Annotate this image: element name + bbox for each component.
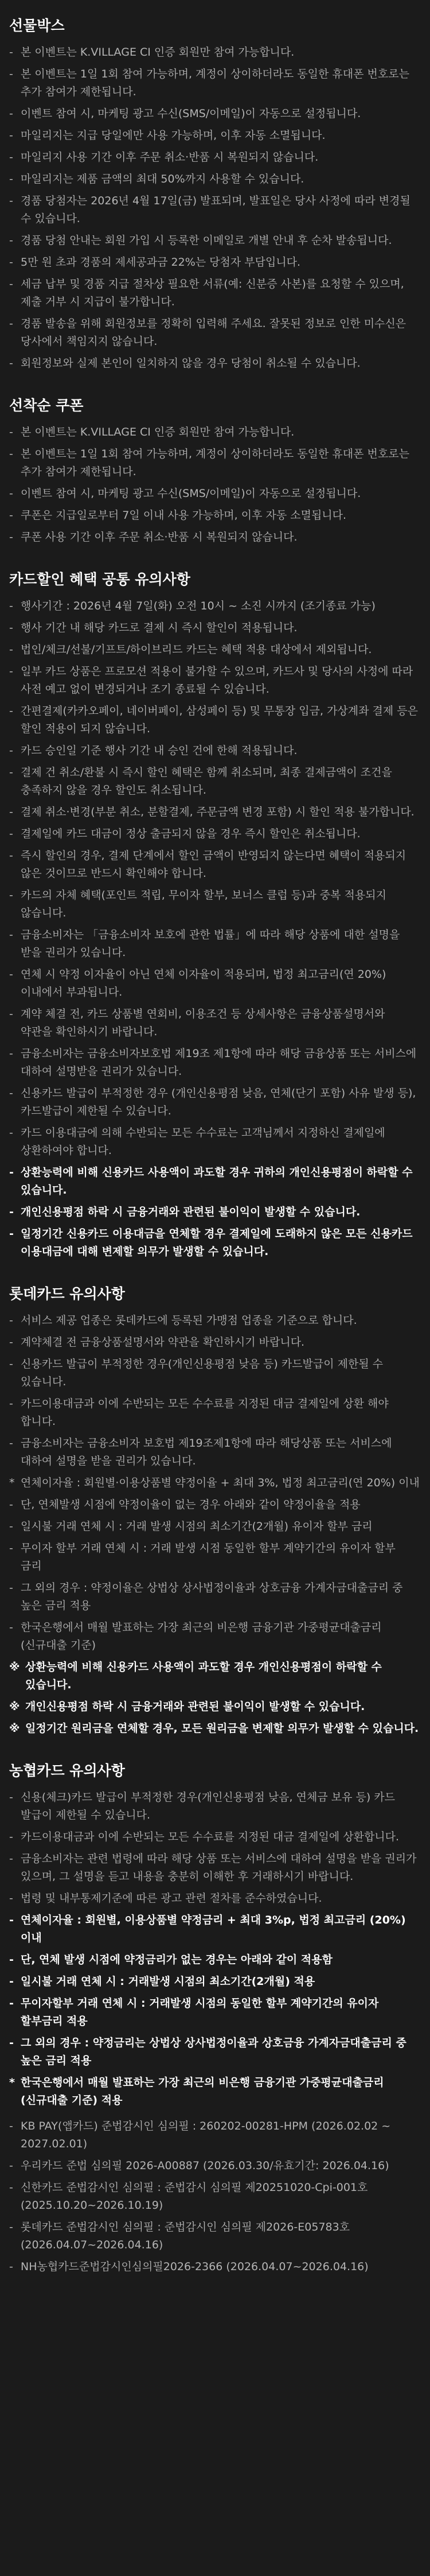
bullet-mark: - [9,2159,13,2172]
bullet-mark: - [9,849,13,862]
notice-item [9,1995,420,2030]
notice-item [9,887,420,922]
notice-item [9,423,420,441]
bullet-mark: - [9,744,13,757]
notice-item [9,2157,420,2175]
bullet-mark: - [9,68,13,80]
notice-item [9,355,420,372]
bullet-mark: - [9,195,13,207]
notice-item [9,127,420,145]
bullet-mark: - [9,107,13,120]
bullet-mark: - [9,1791,13,1804]
bullet-mark: - [9,1206,14,1218]
bullet-mark: * [9,1477,15,1489]
bullet-mark: - [9,600,13,612]
notice-item [9,2179,420,2214]
section-title: 카드할인 혜택 공통 유의사항 [9,571,190,588]
notice-item [9,641,420,659]
bullet-mark: - [9,968,13,981]
notice-item [9,1973,420,1991]
notice-item-text: 한국은행에서 매월 발표하는 가장 최근의 비은행 금융기관 가중평균대출금리(신규대출 기준) [21,1621,382,1652]
bullet-mark: - [9,1336,13,1349]
notice-item [9,1334,420,1351]
notice-item-text: 이벤트 참여 시, 마케팅 광고 수신(SMS/이메일)이 자동으로 설정됩니다. [21,487,361,500]
notice-item-text: KB PAY(앱카드) 준법감시인 심의필 : 260202-00281-HPM (2026.02.02 ~ 2027.02.01) [21,2120,391,2150]
notice-item [9,1164,420,1199]
bullet-mark: - [9,448,13,460]
notice-list [9,44,420,372]
notice-item-text: 그 외의 경우 : 약정금리는 상법상 상사법정이율과 상호금융 가계자금대출금리 중 높은 금리 적용 [21,2037,406,2067]
bullet-mark: - [9,1008,13,1020]
notice-item [9,1850,420,1886]
notice-item [9,847,420,883]
notice-item-text: 신용(체크)카드 발급이 부적정한 경우(개인신용평점 낮음, 연체금 보유 등) 카드 발급이 제한될 수 있습니다. [21,1791,395,1821]
notice-item [9,803,420,821]
notice-item-text: 결제 취소·변경(부분 취소, 분할결제, 주문금액 변경 포함) 시 할인 적용 불가합니다. [21,806,415,818]
notice-item-text: 카드이용대금과 이에 수반되는 모든 수수료를 지정된 대금 결제일에 상환합니다. [21,1831,400,1843]
notice-item-text: 본 이벤트는 K.VILLAGE CI 인증 회원만 참여 가능합니다. [21,426,295,438]
bullet-mark: ※ [9,1722,20,1735]
notice-item [9,764,420,799]
notice-item [9,825,420,843]
bullet-mark: - [9,643,13,656]
bullet-mark: - [9,1437,13,1450]
notice-list [9,1789,420,2276]
bullet-mark: - [9,665,13,678]
notice-item [9,1312,420,1330]
bullet-mark: - [9,621,13,634]
bullet-mark: ※ [9,1661,20,1673]
bullet-mark: - [9,1498,13,1511]
bullet-mark: - [9,889,13,902]
notice-item [9,966,420,1001]
notice-item-text: 개인신용평점 하락 시 금융거래와 관련된 불이익이 발생할 수 있습니다. [25,1700,365,1713]
notice-section [9,550,420,1261]
notice-item-text: 일시불 거래 연체 시 : 거래발생 시점의 최소기간(2개월) 적용 [21,1975,315,1988]
bullet-mark: - [9,2221,13,2233]
bullet-mark: - [9,1975,14,1988]
notice-section [9,1742,420,2276]
bullet-mark: - [9,1542,13,1555]
notice-item [9,1789,420,1824]
notice-item-text: 신한카드 준법감시인 심의필 : 준법감시 심의필 제20251020-Cpi-001호 (2025.10.20~2026.10.19) [21,2181,368,2212]
bullet-mark: - [9,1227,14,1240]
bullet-mark: - [9,2037,14,2049]
notice-item [9,1828,420,1846]
notice-item-text: 쿠폰 사용 기간 이후 주문 취소·반품 시 복원되지 않습니다. [21,531,298,543]
notice-list [9,423,420,546]
notice-item [9,702,420,738]
bullet-mark: - [9,928,13,941]
notice-item [9,663,420,698]
notice-item [9,1518,420,1536]
bullet-mark: - [9,2120,13,2132]
notice-item-text: 금융소비자는 관련 법령에 따라 해당 상품 또는 서비스에 대하여 설명을 받을 권리가 있으며, 그 설명을 듣고 내용을 충분히 이해한 후 거래하시기 바랍니다. [21,1852,417,1883]
notice-item [9,2034,420,2070]
notice-item-text: 본 이벤트는 K.VILLAGE CI 인증 회원만 참여 가능합니다. [21,46,295,59]
notice-item-text: 간편결제(카카오페이, 네이버페이, 삼성페이 등) 및 무통장 입금, 가상계좌 결제 등은 할인 적용이 되지 않습니다. [21,705,418,735]
notice-section [9,376,420,546]
notice-item [9,105,420,123]
notice-item-text: 무이자할부 거래 연체 시 : 거래발생 시점의 동일한 할부 계약기간의 유이자 할부금리 적용 [21,1997,379,2027]
bullet-mark: - [9,1520,13,1533]
notice-item [9,2074,420,2109]
notice-item [9,44,420,61]
notice-item-text: 상환능력에 비해 신용카드 사용액이 과도할 경우 개인신용평점이 하락할 수 있습니다. [25,1661,382,1691]
notice-item-text: 서비스 제공 업종은 롯데카드에 등록된 가맹점 업종을 기준으로 합니다. [21,1314,357,1327]
notice-item [9,1355,420,1391]
notice-item [9,275,420,311]
notice-item-text: 신용카드 발급이 부적정한 경우(개인신용평점 낮음 등) 카드발급이 제한될 수 있습니다. [21,1358,384,1388]
notice-item [9,65,420,101]
notice-item-text: 카드이용대금과 이에 수반되는 모든 수수료를 지정된 대금 결제일에 상환 해야 합니다. [21,1397,389,1428]
section-title: 선물박스 [9,17,65,34]
notice-item [9,1045,420,1081]
notice-item [9,192,420,228]
notice-item [9,254,420,271]
bullet-mark: - [9,1397,13,1410]
bullet-mark: * [9,2076,15,2089]
notice-item [9,1474,420,1492]
notice-item [9,1225,420,1261]
notice-item [9,2258,420,2276]
notice-item-text: 신용카드 발급이 부적정한 경우 (개인신용평점 낮음, 연체(단기 포함) 사유 발생 등), 카드발급이 제한될 수 있습니다. [21,1087,416,1117]
notice-item-text: 법령 및 내부통제기준에 따른 광고 관련 절차를 준수하였습니다. [21,1892,322,1905]
notice-item [9,1124,420,1160]
notice-item-text: 단, 연체발생 시점에 약정이율이 없는 경우 아래와 같이 약정이율을 적용 [21,1498,361,1511]
notice-item-text: 그 외의 경우 : 약정이율은 상법상 상사법정이율과 상호금융 가계자금대출금리 중 높은 금리 적용 [21,1582,403,1612]
notice-item [9,170,420,188]
bullet-mark: - [9,317,13,330]
notice-item-text: 마일리지는 제품 금액의 최대 50%까지 사용할 수 있습니다. [21,173,304,185]
notice-item [9,619,420,637]
notice-section [9,1265,420,1738]
notice-section [9,0,420,372]
section-title: 롯데카드 유의사항 [9,1285,125,1302]
notice-item-text: 연체 시 약정 이자율이 아닌 연체 이자율이 적용되며, 법정 최고금리(연 20%) 이내에서 부과됩니다. [21,968,386,998]
notice-item-text: 본 이벤트는 1일 1회 참여 가능하며, 계정이 상이하더라도 동일한 휴대폰 번호로는 추가 참여가 제한됩니다. [21,68,409,98]
section-title: 선착순 쿠폰 [9,397,84,414]
notice-item [9,315,420,351]
bullet-mark: - [9,1166,14,1179]
notice-item-text: 계약 체결 전, 카드 상품별 연회비, 이용조건 등 상세사항은 금융상품설명서와 약관을 확인하시기 바랍니다. [21,1008,385,1038]
notice-item [9,485,420,503]
section-title: 농협카드 유의사항 [9,1762,125,1779]
bullet-mark: - [9,1831,13,1843]
bullet-mark: ※ [9,1700,20,1713]
notice-item [9,1658,420,1694]
notice-item [9,1579,420,1615]
notice-item [9,1435,420,1470]
notice-item-text: 법인/체크/선불/기프트/하이브리드 카드는 혜택 적용 대상에서 제외됩니다. [21,643,372,656]
notice-item-text: 이벤트 참여 시, 마케팅 광고 수신(SMS/이메일)이 자동으로 설정됩니다. [21,107,361,120]
notice-item-text: 연체이자율 : 회원별, 이용상품별 약정금리 + 최대 3%p, 법정 최고금리 (20%) 이내 [21,1914,406,1944]
bullet-mark: - [9,806,13,818]
bullet-mark: - [9,1852,13,1865]
notice-item-text: 롯데카드 준법감시인 심의필 : 준법감시인 심의필 제2026-E05783호 (2026.04.07~2026.04.16) [21,2221,350,2251]
notice-item-text: 행사 기간 내 해당 카드로 결제 시 즉시 할인이 적용됩니다. [21,621,298,634]
bullet-mark: - [9,151,13,164]
bullet-mark: - [9,531,13,543]
notice-item [9,2117,420,2153]
notice-item-text: 일부 카드 상품은 프로모션 적용이 불가할 수 있으며, 카드사 및 당사의 사정에 따라 사전 예고 없이 변경되거나 조기 종료될 수 있습니다. [21,665,413,696]
bullet-mark: - [9,1358,13,1370]
notice-item-text: 카드 이용대금에 의해 수반되는 모든 수수료는 고객님께서 지정하신 결제일에 상환하여야 합니다. [21,1126,385,1157]
notice-item [9,1951,420,1969]
bullet-mark: - [9,2181,13,2194]
notice-item-text: 본 이벤트는 1일 1회 참여 가능하며, 계정이 상이하더라도 동일한 휴대폰 번호로는 추가 참여가 제한됩니다. [21,448,409,478]
notice-item [9,1203,420,1221]
notice-item-text: 쿠폰은 지급일로부터 7일 이내 사용 가능하며, 이후 자동 소멸됩니다. [21,509,347,522]
notice-item-text: 무이자 할부 거래 연체 시 : 거래 발생 시점 동일한 할부 계약기간의 유이자 할부 금리 [21,1542,396,1572]
bullet-mark: - [9,766,13,779]
notice-item-text: 한국은행에서 매월 발표하는 가장 최근의 비은행 금융기관 가중평균대출금리 (신규대출 기준) 적용 [21,2076,384,2107]
notice-item-text: 우리카드 준법 심의필 2026-A00887 (2026.03.30/유효기간: 2026.04.16) [21,2159,389,2172]
bullet-mark: - [9,278,13,290]
notice-item-text: 5만 원 초과 경품의 제세공과금 22%는 당첨자 부담입니다. [21,256,301,269]
bullet-mark: - [9,1621,13,1634]
notice-item-text: 경품 발송을 위해 회원정보를 정확히 입력해 주세요. 잘못된 정보로 인한 미수신은 당사에서 책임지지 않습니다. [21,317,406,348]
notice-item-text: 마일리지는 지급 당일에만 사용 가능하며, 이후 자동 소멸됩니다. [21,129,326,142]
bullet-mark: - [9,1126,13,1139]
bullet-mark: - [9,1047,13,1060]
notice-item-text: 결제 건 취소/환불 시 즉시 할인 혜택은 함께 취소되며, 최종 결제금액이 조건을 충족하지 않을 경우 할인도 취소됩니다. [21,766,392,796]
notice-item [9,445,420,481]
bullet-mark: - [9,46,13,59]
notice-item-text: 행사기간 : 2026년 4월 7일(화) 오전 10시 ~ 소진 시까지 (조기종료 가능) [21,600,376,612]
notice-list [9,1312,420,1738]
bullet-mark: - [9,129,13,142]
notice-item [9,149,420,166]
bullet-mark: - [9,1314,13,1327]
bullet-mark: - [9,426,13,438]
notice-item-text: 결제일에 카드 대금이 정상 출금되지 않을 경우 즉시 할인은 취소됩니다. [21,827,361,840]
notice-item-text: 일시불 거래 연체 시 : 거래 발생 시점의 최소기간(2개월) 유이자 할부 금리 [21,1520,373,1533]
bullet-mark: - [9,1087,13,1099]
notice-item-text: 단, 연체 발생 시점에 약정금리가 없는 경우는 아래와 같이 적용함 [21,1953,333,1966]
notice-item [9,1005,420,1041]
bullet-mark: - [9,827,13,840]
notice-item-text: 카드 승인일 기준 행사 기간 내 승인 건에 한해 적용됩니다. [21,744,298,757]
bullet-mark: - [9,173,13,185]
notice-item-text: 개인신용평점 하락 시 금융거래와 관련된 불이익이 발생할 수 있습니다. [21,1206,361,1218]
notice-item [9,1720,420,1738]
notice-item [9,1085,420,1120]
notice-item-text: 금융소비자는 금융소비자 보호법 제19조제1항에 따라 해당상품 또는 서비스에 대하여 설명을 받을 권리가 있습니다. [21,1437,392,1467]
bullet-mark: - [9,1997,14,2010]
notice-item-text: 경품 당첨 안내는 회원 가입 시 등록한 이메일로 개별 안내 후 순차 발송됩니다. [21,234,392,247]
bullet-mark: - [9,509,13,522]
bullet-mark: - [9,1914,14,1926]
bullet-mark: - [9,2260,13,2273]
notice-item-text: 일정기간 신용카드 이용대금을 연체할 경우 결제일에 도래하지 않은 모든 신용카드 이용대금에 대해 변제할 의무가 발생할 수 있습니다. [21,1227,413,1258]
notice-item-text: 금융소비자는 금융소비자보호법 제19조 제1항에 따라 해당 금융상품 또는 서비스에 대하여 설명받을 권리가 있습니다. [21,1047,417,1078]
notice-item-text: 일정기간 원리금을 연체할 경우, 모든 원리금을 변제할 의무가 발생할 수 있습니다. [25,1722,419,1735]
notice-item [9,926,420,962]
notice-item-text: NH농협카드준법감시인심의필2026-2366 (2026.04.07~2026.04.16) [21,2260,369,2273]
bullet-mark: - [9,1892,13,1905]
notice-item [9,1540,420,1575]
notice-item [9,1619,420,1654]
notice-item-text: 카드의 자체 혜택(포인트 적립, 무이자 할부, 보너스 클럽 등)과 중복 적용되지 않습니다. [21,889,386,919]
notice-item [9,507,420,524]
notice-item-text: 금융소비자는 「금융소비자 보호에 관한 법률」에 따라 해당 상품에 대한 설명을 받을 권리가 있습니다. [21,928,400,959]
notice-item-text: 마일리지 사용 기간 이후 주문 취소·반품 시 복원되지 않습니다. [21,151,319,164]
notice-item-text: 상환능력에 비해 신용카드 사용액이 과도할 경우 귀하의 개인신용평점이 하락할 수 있습니다. [21,1166,413,1196]
notice-item [9,1395,420,1431]
notice-item [9,2218,420,2254]
bullet-mark: - [9,357,13,370]
bullet-mark: - [9,256,13,269]
notice-item [9,1890,420,1907]
bullet-mark: - [9,234,13,247]
notice-item [9,232,420,250]
notice-item [9,742,420,760]
notice-item [9,529,420,546]
notice-item-text: 계약체결 전 금융상품설명서와 약관을 확인하시기 바랍니다. [21,1336,305,1349]
notice-item-text: 경품 당첨자는 2026년 4월 17일(금) 발표되며, 발표일은 당사 사정에 따라 변경될 수 있습니다. [21,195,411,225]
notice-item-text: 연체이자율 : 회원별·이용상품별 약정이율 + 최대 3%, 법정 최고금리(연 20%) 이내 [21,1477,420,1489]
notice-item [9,1698,420,1716]
notice-item [9,1911,420,1947]
bullet-mark: - [9,1953,14,1966]
notice-item-text: 즉시 할인의 경우, 결제 단계에서 할인 금액이 반영되지 않는다면 혜택이 적용되지 않은 것이므로 반드시 확인해야 합니다. [21,849,406,880]
notice-item-text: 세금 납부 및 경품 지급 절차상 필요한 서류(예: 신분증 사본)를 요청할 수 있으며, 제출 거부 시 지급이 불가합니다. [21,278,404,308]
notice-item [9,1496,420,1514]
bullet-mark: - [9,705,13,717]
bullet-mark: - [9,487,13,500]
bullet-mark: - [9,1582,13,1594]
notice-item-text: 회원정보와 실제 본인이 일치하지 않을 경우 당첨이 취소될 수 있습니다. [21,357,361,370]
notice-list [9,597,420,1261]
notice-item [9,597,420,615]
